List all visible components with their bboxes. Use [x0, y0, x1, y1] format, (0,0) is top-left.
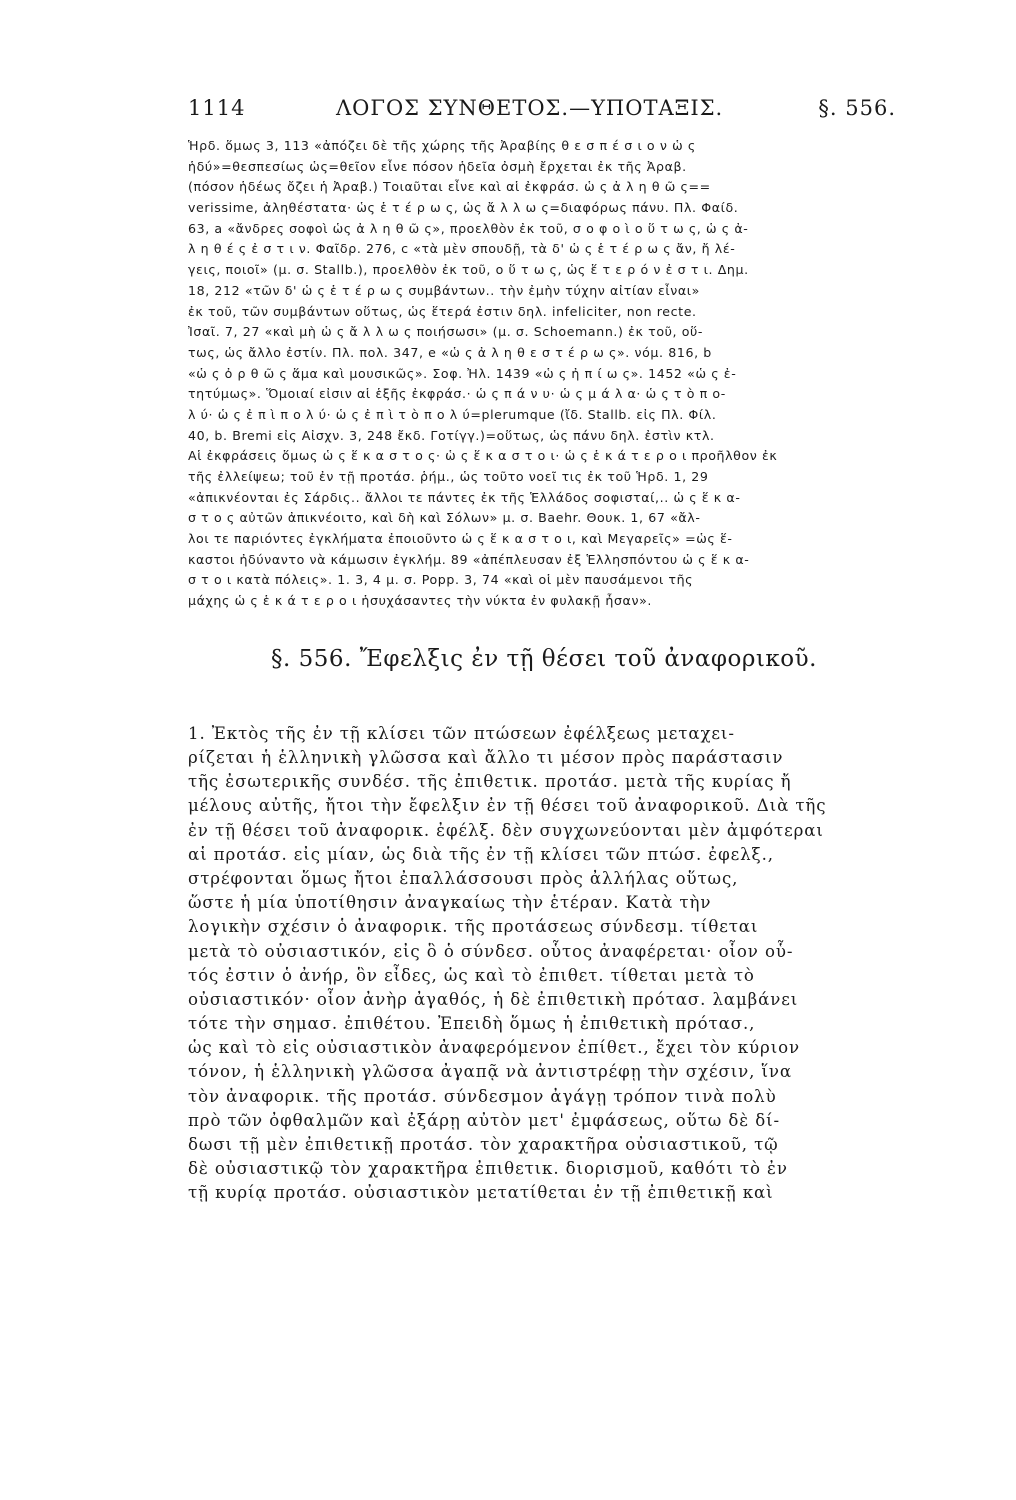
section-body — [188, 722, 900, 1206]
note-line: τητύμως». Ὅμοιαί εἰσιν αἱ ἑξῆς ἐκφράσ.· ὡ ς π ά ν υ· ὡ ς μ ά λ α· ὡ ς τ ὸ π ο- — [188, 386, 726, 402]
note-line: «ἀπικνέονται ἐς Σάρδις.. ἄλλοι τε πάντες ἐκ τῆς Ἑλλάδος σοφισταί,.. ὡ ς ἕ κ α- — [188, 489, 741, 505]
note-line: 63, a «ἄνδρες σοφοὶ ὡς ἀ λ η θ ῶ ς», προελθὸν ἐκ τοῦ, σ ο φ ο ὶ ο ὕ τ ω ς, ὡ ς ἀ- — [188, 220, 749, 236]
page-number: 1114 — [188, 96, 246, 120]
body-line: τῆς ἐσωτερικῆς συνδέσ. τῆς ἐπιθετικ. προτάσ. μετὰ τῆς κυρίας ἤ — [188, 772, 792, 792]
body-line: ὡς καὶ τὸ εἰς οὐσιαστικὸν ἀναφερόμενον ἐπίθετ., ἔχει τὸν κύριον — [188, 1038, 800, 1058]
body-line: ἐν τῇ θέσει τοῦ ἀναφορικ. ἐφέλξ. δὲν συγχωνεύονται μὲν ἀμφότεραι — [188, 820, 824, 840]
section-number: §. 556. — [818, 96, 896, 120]
note-line: μάχης ὡ ς ἑ κ ά τ ε ρ ο ι ἡσυχάσαντες τὴν νύκτα ἐν φυλακῇ ἦσαν». — [188, 593, 652, 609]
body-line: μέλους αὐτῆς, ἤτοι τὴν ἔφελξιν ἐν τῇ θέσει τοῦ ἀναφορικοῦ. Διὰ τῆς — [188, 796, 827, 816]
preceding-section-note — [188, 136, 900, 612]
note-line: «ὡ ς ὀ ρ θ ῶ ς ἅμα καὶ μουσικῶς». Σοφ. Ἠλ. 1439 «ὡ ς ἠ π ί ω ς». 1452 «ὡ ς ἐ- — [188, 365, 737, 381]
body-line: οὐσιαστικόν· οἷον ἀνὴρ ἀγαθός, ἡ δὲ ἐπιθετικὴ πρότασ. λαμβάνει — [188, 989, 799, 1009]
note-line: ἡδύ»=θεσπεσίως ὡς=θεῖον εἶνε πόσον ἡδεῖα ὀσμὴ ἔρχεται ἐκ τῆς Ἀραβ. — [188, 158, 687, 174]
note-line: γεις, ποιοῖ» (μ. σ. Stallb.), προελθὸν ἐκ τοῦ, ο ὕ τ ω ς, ὡς ἕ τ ε ρ ό ν ἐ σ τ ι. Δημ. — [188, 262, 749, 278]
body-line: δὲ οὐσιαστικῷ τὸν χαρακτῆρα ἐπιθετικ. διορισμοῦ, καθότι τὸ ἐν — [188, 1159, 788, 1179]
note-line: σ τ ο ι κατὰ πόλεις». 1. 3, 4 μ. σ. Popp. 3, 74 «καὶ οἱ μὲν παυσάμενοι τῆς — [188, 572, 694, 588]
body-line: αἱ προτάσ. εἰς μίαν, ὡς διὰ τῆς ἐν τῇ κλίσει τῶν πτώσ. ἐφελξ., — [188, 844, 774, 864]
note-line: Αἱ ἐκφράσεις ὅμως ὡ ς ἕ κ α σ τ ο ς· ὡ ς ἕ κ α σ τ ο ι· ὡ ς ἑ κ ά τ ε ρ ο ι προῆλθον ἐκ — [188, 448, 778, 464]
note-line: Ἡρδ. ὅμως 3, 113 «ἀπόζει δὲ τῆς χώρης τῆς Ἀραβίης θ ε σ π έ σ ι ο ν ὡ ς — [188, 138, 696, 153]
body-line: 1. Ἐκτὸς τῆς ἐν τῇ κλίσει τῶν πτώσεων ἐφέλξεως μεταχει- — [188, 723, 735, 743]
section-heading: §. 556. Ἔφελξις ἐν τῇ θέσει τοῦ ἀναφορικοῦ. — [271, 645, 817, 672]
note-line: τως, ὡς ἄλλο ἐστίν. Πλ. πολ. 347, e «ὡ ς ἀ λ η θ ε σ τ έ ρ ω ς». νόμ. 816, b — [188, 344, 712, 360]
note-line: verissime, ἀληθέστατα· ὡς ἑ τ έ ρ ω ς, ὡς ἄ λ λ ω ς=διαφόρως πάνυ. Πλ. Φαίδ. — [188, 200, 739, 216]
note-line: τῆς ἐλλείψεω; τοῦ ἐν τῇ προτάσ. ῥήμ., ὡς τοῦτο νοεῖ τις ἐκ τοῦ Ἡρδ. 1, 29 — [188, 469, 709, 484]
body-line: τός ἐστιν ὁ ἀνήρ, ὃν εἶδες, ὡς καὶ τὸ ἐπιθετ. τίθεται μετὰ τὸ — [188, 965, 755, 985]
body-line: μετὰ τὸ οὐσιαστικόν, εἰς ὃ ὁ σύνδεσ. οὗτος ἀναφέρεται· οἷον οὗ- — [188, 941, 794, 961]
book-page — [188, 96, 900, 1206]
note-line: σ τ ο ς αὐτῶν ἀπικνέοιτο, καὶ δὴ καὶ Σόλων» μ. σ. Baehr. Θουκ. 1, 67 «ἄλ- — [188, 510, 701, 526]
note-line: καστοι ἠδύναντο νὰ κάμωσιν ἐγκλήμ. 89 «ἀπέπλευσαν ἐξ Ἑλλησπόντου ὡ ς ἕ κ α- — [188, 551, 750, 567]
note-line: ἐκ τοῦ, τῶν συμβάντων οὕτως, ὡς ἕτερά ἐστιν δηλ. infeliciter, non recte. — [188, 303, 697, 319]
body-line: ρίζεται ἡ ἑλληνικὴ γλῶσσα καὶ ἄλλο τι μέσον πρὸς παράστασιν — [188, 748, 784, 767]
note-line: λοι τε παριόντες ἐγκλήματα ἐποιοῦντο ὡ ς ἕ κ α σ τ ο ι, καὶ Μεγαρεῖς» =ὡς ἕ- — [188, 531, 733, 547]
body-line: τότε τὴν σημασ. ἐπιθέτου. Ἐπειδὴ ὅμως ἡ ἐπιθετικὴ πρότασ., — [188, 1014, 756, 1034]
note-line: Ἰσαῖ. 7, 27 «καὶ μὴ ὡ ς ἄ λ λ ω ς ποιήσωσι» (μ. σ. Schoemann.) ἐκ τοῦ, οὕ- — [188, 324, 704, 340]
note-line: 18, 212 «τῶν δ' ὡ ς ἑ τ έ ρ ω ς συμβάντων.. τὴν ἐμὴν τύχην αἰτίαν εἶναι» — [188, 282, 700, 298]
body-line: ὥστε ἡ μία ὑποτίθησιν ἀναγκαίως τὴν ἑτέραν. Κατὰ τὴν — [188, 893, 712, 913]
running-header — [188, 96, 900, 132]
note-line: (πόσον ἡδέως ὄζει ἡ Ἀραβ.) Τοιαῦται εἶνε καὶ αἱ ἐκφράσ. ὡ ς ἀ λ η θ ῶ ς== — [188, 179, 711, 195]
body-line: λογικὴν σχέσιν ὁ ἀναφορικ. τῆς προτάσεως σύνδεσμ. τίθεται — [188, 917, 759, 937]
note-line: 40, b. Bremi εἰς Αἰσχν. 3, 248 ἔκδ. Γοτίγγ.)=οὕτως, ὡς πάνυ δηλ. ἐστὶν κτλ. — [188, 427, 715, 443]
body-line: τὸν ἀναφορικ. τῆς προτάσ. σύνδεσμον ἀγάγῃ τρόπον τινὰ πολὺ — [188, 1086, 777, 1106]
note-line: λ η θ έ ς ἐ σ τ ι ν. Φαῖδρ. 276, c «τὰ μὲν σπουδῇ, τὰ δ' ὡ ς ἑ τ έ ρ ω ς ἄν, ἤ λέ- — [188, 241, 736, 257]
note-line: λ ύ· ὡ ς ἐ π ὶ π ο λ ύ· ὡ ς ἐ π ὶ τ ὸ π ο λ ύ=plerumque (ἴδ. Stallb. εἰς Πλ. Φίλ. — [188, 406, 717, 422]
body-line: τῇ κυρίᾳ προτάσ. οὐσιαστικὸν μετατίθεται ἐν τῇ ἐπιθετικῇ καὶ — [188, 1183, 774, 1203]
body-line: στρέφονται ὅμως ἤτοι ἐπαλλάσσουσι πρὸς ἀλλήλας οὕτως, — [188, 868, 739, 888]
running-title: ΛΟΓΟΣ ΣΥΝΘΕΤΟΣ.—ΥΠΟΤΑΞΙΣ. — [336, 96, 724, 120]
body-line: δωσι τῇ μὲν ἐπιθετικῇ προτάσ. τὸν χαρακτῆρα οὐσιαστικοῦ, τῷ — [188, 1135, 779, 1154]
body-line: τόνον, ἡ ἑλληνικὴ γλῶσσα ἀγαπᾷ νὰ ἀντιστρέφῃ τὴν σχέσιν, ἵνα — [188, 1062, 792, 1082]
body-line: πρὸ τῶν ὀφθαλμῶν καὶ ἐξάρῃ αὐτὸν μετ' ἐμφάσεως, οὕτω δὲ δί- — [188, 1110, 781, 1130]
